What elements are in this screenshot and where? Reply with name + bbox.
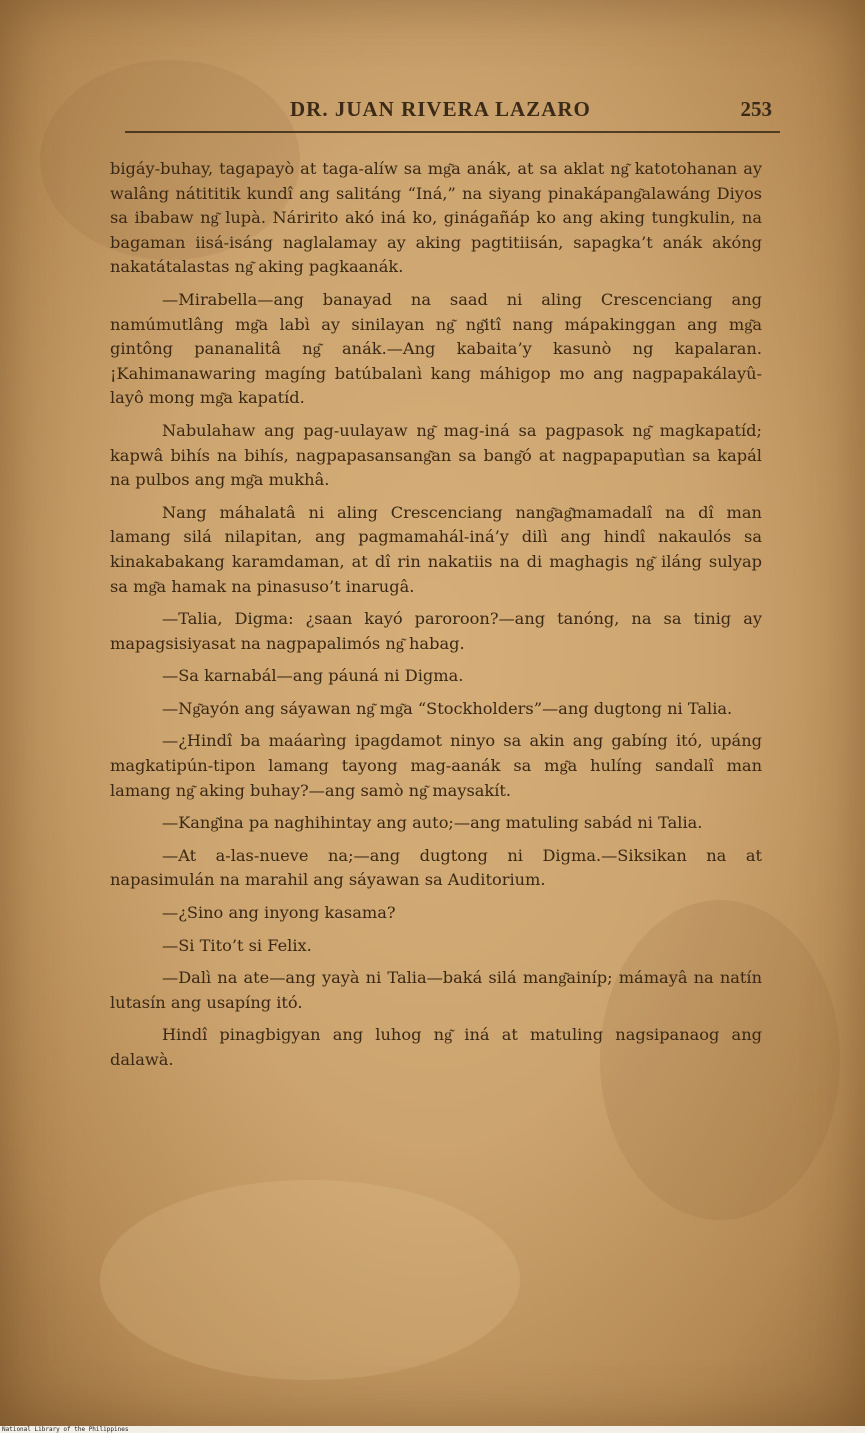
paragraph: —¿Hindî ba maáarìng ipagdamot ninyo sa akin ang gabíng itó, upáng magkatipún-tipon lamang tayong mag-aanák sa mg͂a hulíng sandalî man lamang ng͂ aking buhay?—ang samò ng͂ maysakít. bbox=[110, 731, 762, 800]
paragraph: —Mirabella—ang banayad na saad ni aling Crescenciang ang namúmutlâng mg͂a labì ay sinilayan ng͂ ng͂itî nang mápakinggan ang mg͂a gintông pananalitâ ng͂ anák.—Ang kabaita’y kasunò ng kapalaran. ¡Kahimanawaring magíng batúbalanì kang máhigop mo ang nagpapakálayû-layô mong mg͂a kapatíd. bbox=[110, 289, 762, 408]
paragraph: Nang máhalatâ ni aling Crescenciang nang͂ag͂mamadalî na dî man lamang silá nilapitan, ang pagmamahál-iná’y dilì ang hindî nakaulós sa kinakabakang karamdaman, at dî rin nakatiis na di maghagis ng͂ iláng sulyap sa mg͂a hamak na pinasuso’t inarugâ. bbox=[110, 502, 762, 596]
page-number: 253 bbox=[740, 97, 772, 121]
paragraph: Nabulahaw ang pag-uulayaw ng͂ mag-iná sa pagpasok ng͂ magkapatíd; kapwâ bihís na bihís, nagpapasansang͂an sa bang͂ó at nagpapaputìan sa kapál na pulbos ang mg͂a mukhâ. bbox=[110, 420, 762, 490]
paragraph: Hindî pinagbigyan ang luhog ng͂ iná at matuling nagsipanaog ang dalawà. bbox=[110, 1025, 762, 1069]
paragraph: —Talia, Digma: ¿saan kayó paroroon?—ang tanóng, na sa tinig ay mapagsisiyasat na nagpapalimós ng͂ habag. bbox=[110, 609, 762, 653]
paragraph: —¿Sino ang inyong kasama? bbox=[162, 903, 396, 923]
running-head bbox=[125, 97, 780, 127]
paragraph: —Kang͂ina pa naghihintay ang auto;—ang matuling sabád ni Talia. bbox=[162, 813, 703, 833]
body-text bbox=[110, 157, 762, 1081]
paragraph: —At a-las-nueve na;—ang dugtong ni Digma.—Siksikan na at napasimulán na marahil ang sáyawan sa Auditorium. bbox=[110, 845, 762, 890]
paragraph: —Ng͂ayón ang sáyawan ng͂ mg͂a “Stockholders”—ang dugtong ni Talia. bbox=[162, 698, 733, 718]
paragraph: bigáy-buhay, tagapayò at taga-alíw sa mg͂a anák, at sa aklat ng͂ katotohanan ay walâng nátititik kundî ang salitáng “Iná,” na siyang pinakápang͂alawáng Diyos sa ibabaw ng͂ lupà. Náririto akó iná ko, ginágañáp ko ang aking tungkulin, na bagaman iisá-isáng naglalamay ay aking pagtitiisán, sapagka’t anák akóng nakatátalastas ng͂ aking pagkaanák. bbox=[110, 159, 762, 277]
header-rule bbox=[125, 131, 780, 133]
paragraph: —Sa karnabál—ang páuná ni Digma. bbox=[162, 666, 464, 686]
scan-credit: National Library of the Philippines bbox=[2, 1426, 129, 1433]
running-head-title: DR. JUAN RIVERA LAZARO bbox=[290, 97, 591, 121]
paragraph: —Dalì na ate—ang yayà ni Talia—baká silá mang͂ainíp; mámayâ na natín lutasín ang usapíng itó. bbox=[110, 968, 762, 1012]
paper-stain bbox=[100, 1180, 520, 1380]
paragraph: —Si Tito’t si Felix. bbox=[162, 935, 312, 955]
